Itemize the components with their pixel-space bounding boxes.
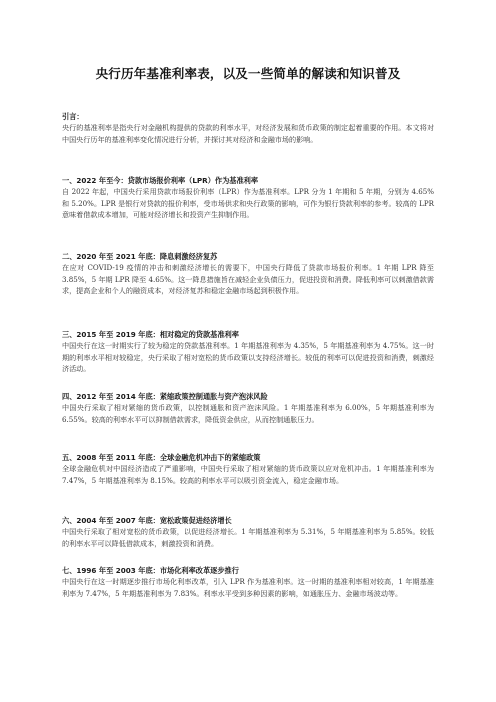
section-7-heading: 七、1996 年至 2003 年底：市场化利率改革逐步推行 [62,566,239,575]
section-4-body: 中国央行采取了相对紧缩的货币政策，以控制通胀和资产泡沫风险。1 年期基准利率为 6.00%，5 年期基准利率为 6.55%。较高的利率水平可以抑制借款需求，降低资金供应，从而控制通胀压力。 [62,403,434,424]
section-2 [62,251,434,297]
document-title: 央行历年基准利率表，以及一些简单的解读和知识普及 [95,66,401,81]
section-3-body: 中国央行在这一时期实行了较为稳定的贷款基准利率。1 年期基准利率为 4.35%，5 年期基准利率为 4.75%。这一时期的利率水平相对较稳定，央行采取了相对宽松的货币政策以支持经济增长。较低的利率可以促进投资和消费，刺激经济活动。 [62,341,434,374]
section-3-heading: 三、2015 年至 2019 年底：相对稳定的贷款基准利率 [62,330,239,339]
section-3 [62,329,434,375]
section-4 [62,391,434,425]
intro-body: 央行的基准利率是指央行对金融机构提供的贷款的利率水平，对经济发展和货币政策的制定起着重要的作用。本文将对中国央行历年的基准利率变化情况进行分析，并探讨其对经济和金融市场的影响。 [62,123,434,144]
section-7-body: 中国央行在这一时期逐步推行市场化利率改革，引入 LPR 作为基准利率。这一时期的基准利率相对较高，1 年期基准利率为 7.47%，5 年期基准利率为 7.83%。利率水平受到多种因素的影响，如通胀压力、金融市场波动等。 [62,577,434,598]
section-4-heading: 四、2012 年至 2014 年底：紧缩政策控制通胀与资产泡沫风险 [62,392,268,401]
section-5-body: 全球金融危机对中国经济造成了严重影响，中国央行采取了相对紧缩的货币政策以应对危机冲击。1 年期基准利率为 7.47%，5 年期基准利率为 8.15%。较高的利率水平可以吸引资金流入，稳定金融市场。 [62,464,434,485]
section-1-heading: 一、2022 年至今：贷款市场报价利率（LPR）作为基准利率 [62,176,259,185]
section-5 [62,452,434,486]
section-1 [62,175,434,221]
section-6 [62,515,434,549]
section-6-heading: 六、2004 年至 2007 年底：宽松政策促进经济增长 [62,516,232,525]
section-6-body: 中国央行采取了相对宽松的货币政策，以促进经济增长。1 年期基准利率为 5.31%，5 年期基准利率为 5.85%。较低的利率水平可以降低借款成本，刺激投资和消费。 [62,527,434,548]
intro-section [62,111,434,145]
section-7 [62,565,434,599]
section-5-heading: 五、2008 年至 2011 年底：全球金融危机冲击下的紧缩政策 [62,453,261,462]
section-2-body: 在应对 COVID-19 疫情的冲击和刺激经济增长的需要下，中国央行降低了贷款市场报价利率。1 年期 LPR 降至 3.85%，5 年期 LPR 降至 4.65%。这一降息措施旨在减轻企业负债压力，促进投资和消费。降低利率可以刺激借款需求，提高企业和个人的融资成本，对经济复苏和稳定金融市场起到积极作用。 [62,263,434,296]
intro-heading: 引言： [62,112,84,121]
section-2-heading: 二、2020 年至 2021 年底：降息刺激经济复苏 [62,252,218,261]
section-1-body: 自 2022 年起，中国央行采用贷款市场报价利率（LPR）作为基准利率。LPR 分为 1 年期和 5 年期，分别为 4.65%和 5.20%。LPR 是银行对贷款的报价利率，受市场供求和央行政策的影响，可作为银行贷款利率的参考。较高的 LPR 意味着借款成本增加，可能对经济增长和投资产生抑制作用。 [62,187,434,220]
